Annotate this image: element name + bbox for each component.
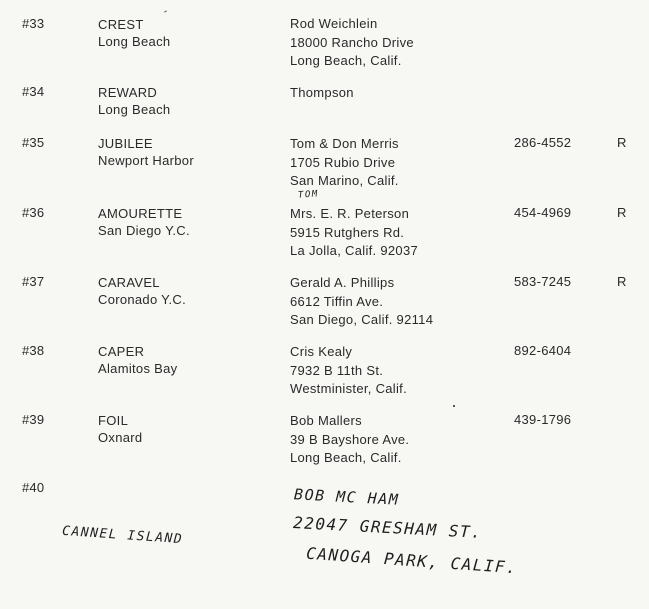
registration-flag: R — [617, 205, 627, 220]
owner-city: Westminister, Calif. — [290, 381, 408, 396]
phone-number: 583-7245 — [514, 274, 572, 289]
boat-block — [98, 135, 194, 169]
boat-name: AMOURETTE — [98, 206, 183, 221]
yacht-club: Long Beach — [98, 34, 171, 49]
owner-city: San Marino, Calif. — [290, 173, 399, 188]
owner-name: Cris Kealy — [290, 344, 353, 359]
boat-name: CREST — [98, 17, 144, 32]
registration-flag: R — [617, 274, 627, 289]
handwritten-yacht-club: CANNEL ISLAND — [61, 523, 184, 548]
phone-number: 286-4552 — [514, 135, 572, 150]
boat-block — [98, 205, 190, 239]
owner-street: 7932 B 11th St. — [290, 362, 384, 378]
owner-block — [290, 343, 407, 399]
phone-number: 892-6404 — [514, 343, 572, 358]
owner-block — [290, 412, 409, 468]
handwritten-tom-note: TOM — [297, 189, 320, 201]
entry-number: #36 — [22, 205, 45, 220]
owner-block — [290, 274, 433, 330]
yacht-club: San Diego Y.C. — [98, 223, 190, 238]
owner-street: 1705 Rubio Drive — [290, 154, 396, 170]
owner-city: La Jolla, Calif. 92037 — [290, 243, 419, 258]
owner-block — [290, 15, 414, 71]
boat-name: REWARD — [98, 85, 158, 100]
boat-name: FOIL — [98, 413, 129, 428]
owner-name: Tom & Don Merris — [290, 136, 399, 151]
owner-name: Bob Mallers — [290, 413, 362, 428]
paper-speck — [164, 10, 167, 12]
entry-number: #39 — [22, 412, 45, 427]
yacht-club: Newport Harbor — [98, 153, 194, 168]
handwritten-owner-street: 22047 GRESHAM ST. — [292, 513, 483, 542]
yacht-club: Long Beach — [98, 102, 171, 117]
yacht-club: Coronado Y.C. — [98, 292, 186, 307]
owner-name: Mrs. E. R. Peterson — [290, 206, 410, 221]
boat-block — [98, 274, 186, 308]
owner-block — [290, 84, 354, 103]
phone-number: 439-1796 — [514, 412, 572, 427]
boat-name: CAPER — [98, 344, 145, 359]
entry-number: #40 — [22, 480, 45, 495]
owner-name: Thompson — [290, 85, 354, 100]
entry-number: #34 — [22, 84, 45, 99]
boat-block — [98, 412, 142, 446]
owner-city: Long Beach, Calif. — [290, 53, 402, 68]
owner-block — [290, 205, 418, 261]
owner-block — [290, 135, 399, 191]
boat-block — [98, 16, 170, 50]
registration-flag: R — [617, 135, 627, 150]
owner-name: Gerald A. Phillips — [290, 275, 395, 290]
owner-street: 6612 Tiffin Ave. — [290, 293, 384, 309]
owner-street: 39 B Bayshore Ave. — [290, 431, 410, 447]
entry-number: #33 — [22, 16, 45, 31]
phone-number: 454-4969 — [514, 205, 572, 220]
owner-street: 18000 Rancho Drive — [290, 34, 414, 50]
boat-name: CARAVEL — [98, 275, 160, 290]
boat-block — [98, 84, 170, 118]
owner-street: 5915 Rutghers Rd. — [290, 224, 405, 240]
entry-number: #37 — [22, 274, 45, 289]
owner-city: San Diego, Calif. 92114 — [290, 312, 434, 327]
entry-number: #35 — [22, 135, 45, 150]
boat-block — [98, 343, 177, 377]
owner-name: Rod Weichlein — [290, 16, 378, 31]
paper-speck — [453, 405, 455, 407]
entry-number: #38 — [22, 343, 45, 358]
handwritten-owner-name: BOB MC HAM — [293, 485, 400, 509]
yacht-club: Alamitos Bay — [98, 361, 178, 376]
owner-city: Long Beach, Calif. — [290, 450, 402, 465]
boat-name: JUBILEE — [98, 136, 153, 151]
handwritten-owner-city: CANOGA PARK, CALIF. — [305, 543, 518, 578]
yacht-club: Oxnard — [98, 430, 143, 445]
